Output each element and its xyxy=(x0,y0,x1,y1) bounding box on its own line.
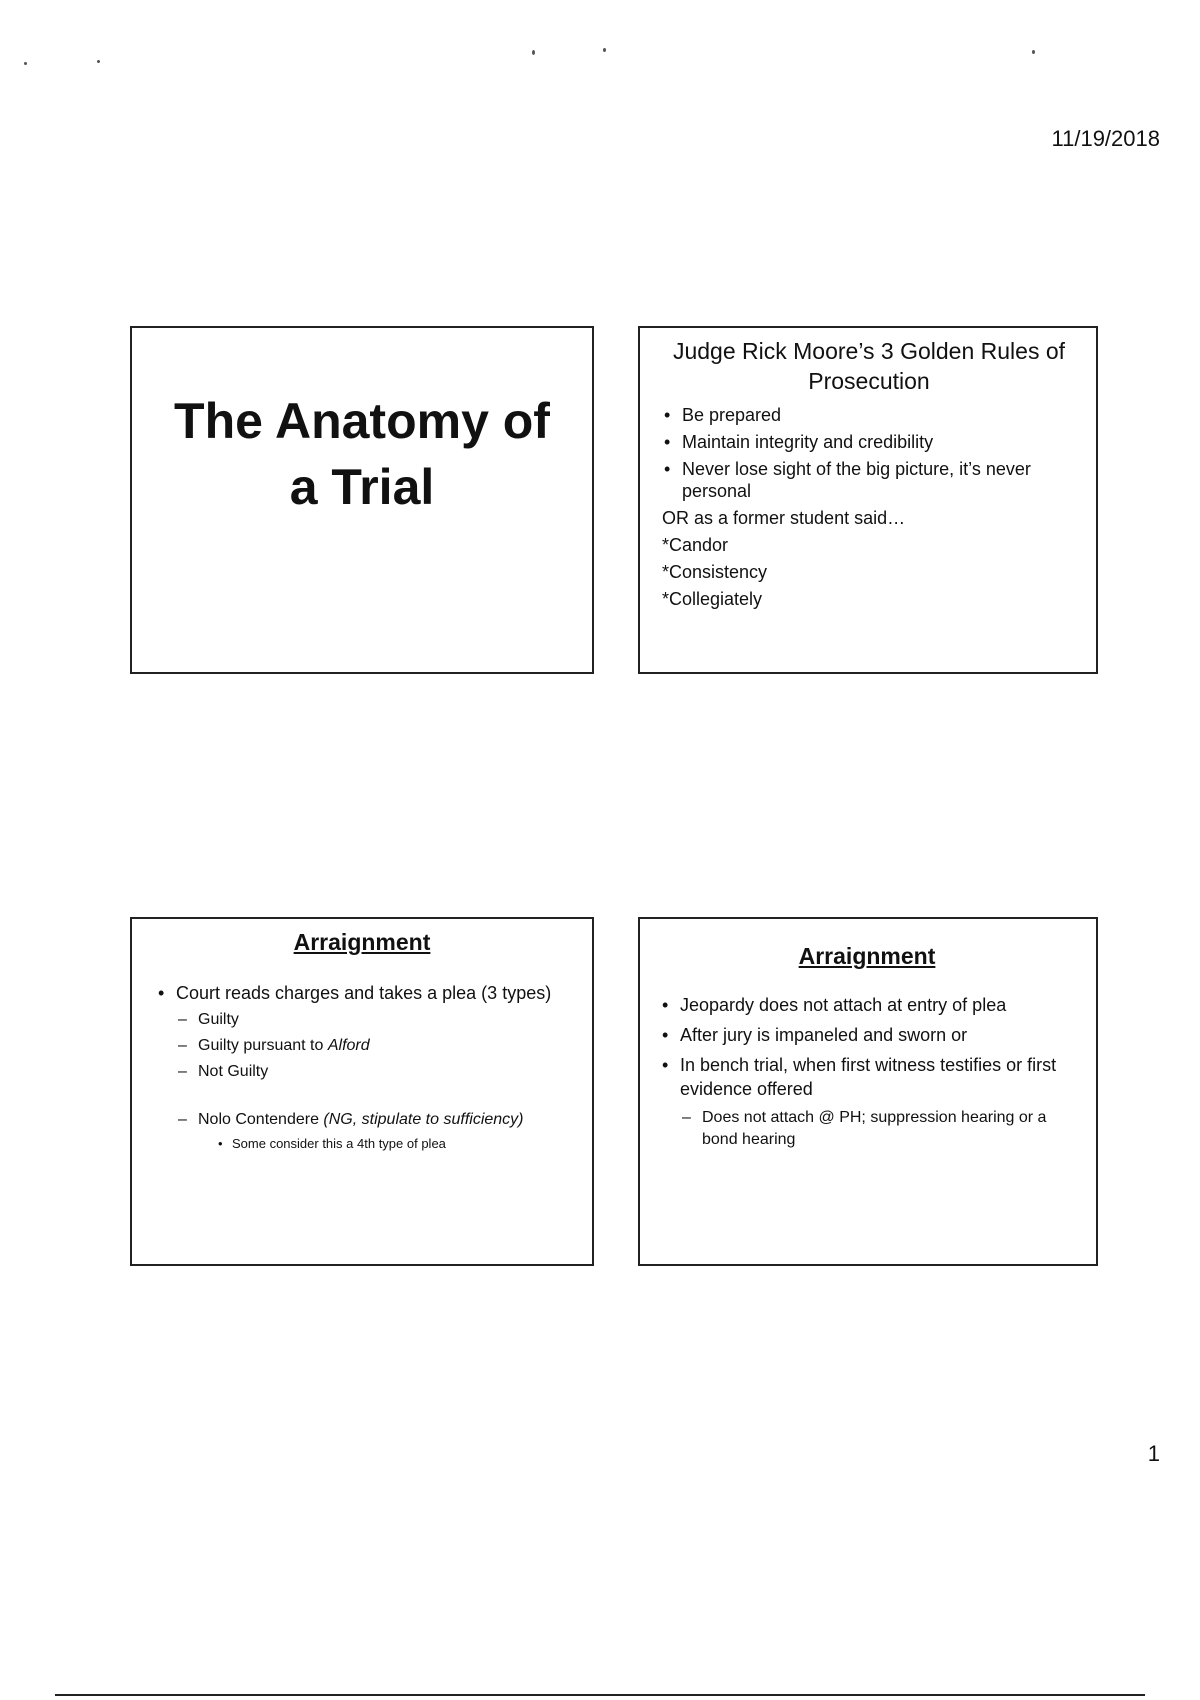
heading-text: Arraignment xyxy=(293,929,431,955)
list-subitem: – Does not attach @ PH; suppression hearing or a bond hearing xyxy=(660,1107,1074,1151)
list-item: • Never lose sight of the big picture, it’s never personal xyxy=(662,458,1076,502)
title-line-1: The Anatomy of xyxy=(174,393,550,449)
subitem-text: Nolo Contendere xyxy=(198,1111,324,1128)
list-subitem: – Not Guilty xyxy=(156,1061,568,1083)
list-item: • In bench trial, when first witness testifies or first evidence offered xyxy=(660,1053,1074,1101)
list-item: • Court reads charges and takes a plea (3 types) xyxy=(156,981,568,1005)
scan-speck xyxy=(603,48,606,52)
slide-title-card xyxy=(130,326,594,674)
scan-speck xyxy=(1032,50,1035,54)
heading-text: Arraignment xyxy=(798,943,936,969)
list-item: • Be prepared xyxy=(662,404,1076,426)
presentation-title xyxy=(132,388,592,520)
slide-arraignment-pleas xyxy=(130,917,594,1266)
student-note: OR as a former student said… xyxy=(662,508,906,528)
heading-line-1: Judge Rick Moore’s 3 Golden Rules of xyxy=(672,338,1066,364)
scan-speck xyxy=(24,62,27,65)
star-item: *Consistency xyxy=(662,562,768,582)
list-subitem xyxy=(156,1035,568,1057)
list-subsubitem: • Some consider this a 4th type of plea xyxy=(156,1135,568,1153)
list-subitem: – Guilty xyxy=(156,1009,568,1031)
star-item: *Candor xyxy=(662,535,729,555)
scan-speck xyxy=(532,50,535,55)
heading-line-2: Prosecution xyxy=(808,368,930,394)
slide-heading xyxy=(660,941,1074,971)
star-item: *Collegiately xyxy=(662,589,763,609)
bottom-rule xyxy=(55,1694,1145,1696)
plea-list xyxy=(156,981,568,1153)
list-subitem xyxy=(156,1109,568,1131)
list-item: • After jury is impaneled and sworn or xyxy=(660,1023,1074,1047)
subitem-italic: (NG, stipulate to sufficiency) xyxy=(323,1111,524,1128)
page-date: 11/19/2018 xyxy=(1051,126,1160,151)
rules-list xyxy=(662,404,1076,502)
page-number: 1 xyxy=(1147,1441,1160,1466)
slide-arraignment-jeopardy xyxy=(638,917,1098,1266)
list-item: • Maintain integrity and credibility xyxy=(662,431,1076,453)
scan-speck xyxy=(97,60,100,63)
subitem-text: Guilty pursuant to xyxy=(198,1037,328,1054)
jeopardy-list xyxy=(660,993,1074,1151)
slide-heading xyxy=(662,336,1076,396)
subitem-italic: Alford xyxy=(327,1037,370,1054)
title-line-2: a Trial xyxy=(289,459,435,515)
list-item: • Jeopardy does not attach at entry of plea xyxy=(660,993,1074,1017)
slide-golden-rules xyxy=(638,326,1098,674)
slide-heading xyxy=(156,927,568,957)
